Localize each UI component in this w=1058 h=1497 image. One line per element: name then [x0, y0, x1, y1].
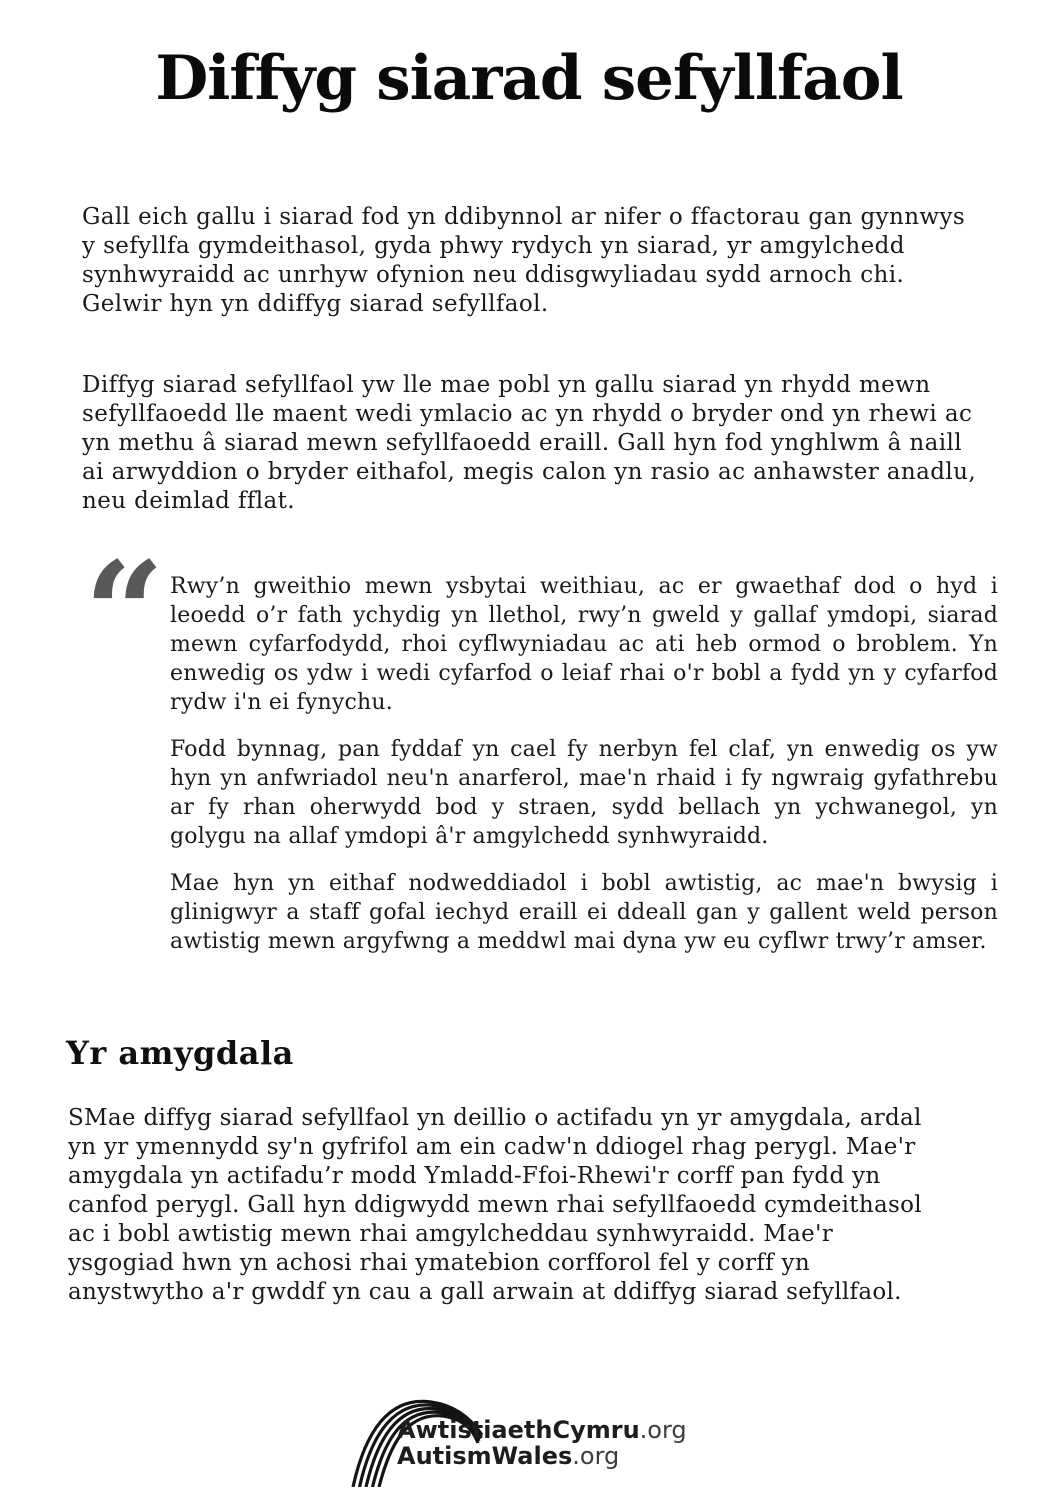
logo-english-tld: .org: [572, 1442, 620, 1470]
quote-text-column: [170, 572, 998, 956]
logo-welsh-name: AwtistiaethCymru: [397, 1416, 640, 1444]
quote-paragraph-3: Mae hyn yn eithaf nodweddiadol i bobl awtistig, ac mae'n bwysig i glinigwyr a staff gofal iechyd eraill ei ddeall gan y gallent weld person awtistig mewn argyfwng a meddwl mai dyna yw eu cyflwr trwy’r amser.: [170, 871, 998, 955]
logo-line-english: [397, 1443, 687, 1469]
quote-paragraph-2: Fodd bynnag, pan fyddaf yn cael fy nerbyn fel claf, yn enwedig os yw hyn yn anfwriadol neu'n anarferol, mae'n rhaid i fy ngwraig gyfathrebu ar fy rhan oherwydd bod y straen, sydd bellach yn ychwanegol, yn golygu na allaf ymdopi â'r amgylchedd synhwyraidd.: [170, 737, 998, 850]
quote-paragraph-1: Rwy’n gweithio mewn ysbytai weithiau, ac er gwaethaf dod o hyd i leoedd o’r fath ychydig yn llethol, rwy’n gweld y gallaf ymdopi, siarad mewn cyfarfodydd, rhoi cyflwyniadau ac ati heb ormod o broblem. Yn enwedig os ydw i wedi cyfarfod o leiaf rhai o'r bobl a fydd yn y cyfarfod rydw i'n ei fynychu.: [170, 574, 998, 716]
logo-welsh-tld: .org: [639, 1416, 687, 1444]
section-heading-amygdala: Yr amygdala: [66, 1034, 294, 1073]
page-title: Diffyg siarad sefyllfaol: [155, 43, 903, 114]
logo-english-name: AutismWales: [397, 1442, 573, 1470]
autism-wales-logo: [349, 1392, 729, 1488]
amygdala-paragraph: SMae diffyg siarad sefyllfaol yn deillio o actifadu yn yr amygdala, ardal yn yr ymennydd sy'n gyfrifol am ein cadw'n ddiogel rhag perygl. Mae'r amygdala yn actifadu’r modd Ymladd-Ffoi-Rhewi'r corff pan fydd yn canfod perygl. Gall hyn ddigwydd mewn rhai sefyllfaoedd cymdeithasol ac i bobl awtistig mewn rhai amgylcheddau synhwyraidd. Mae'r ysgogiad hwn yn achosi rhai ymatebion corfforol fel y corff yn anystwytho a'r gwddf yn cau a gall arwain at ddiffyg siarad sefyllfaol.: [68, 1105, 922, 1306]
logo-wordmark: [397, 1417, 687, 1469]
open-quote-icon: “: [84, 532, 161, 697]
pull-quote: [84, 532, 998, 956]
logo-line-welsh: [397, 1417, 687, 1443]
intro-paragraph-1: Gall eich gallu i siarad fod yn ddibynnol ar nifer o ffactorau gan gynnwys y sefyllfa gymdeithasol, gyda phwy rydych yn siarad, yr amgylchedd synhwyraidd ac unrhyw ofynion neu ddisgwyliadau sydd arnoch chi. Gelwir hyn yn ddiffyg siarad sefyllfaol.: [82, 204, 966, 318]
intro-paragraph-2: Diffyg siarad sefyllfaol yw lle mae pobl yn gallu siarad yn rhydd mewn sefyllfaoedd lle maent wedi ymlacio ac yn rhydd o bryder ond yn rhewi ac yn methu â siarad mewn sefyllfaoedd eraill. Gall hyn fod ynghlwm â naill ai arwyddion o bryder eithafol, megis calon yn rasio ac anhawster anadlu, neu deimlad fflat.: [82, 372, 977, 515]
